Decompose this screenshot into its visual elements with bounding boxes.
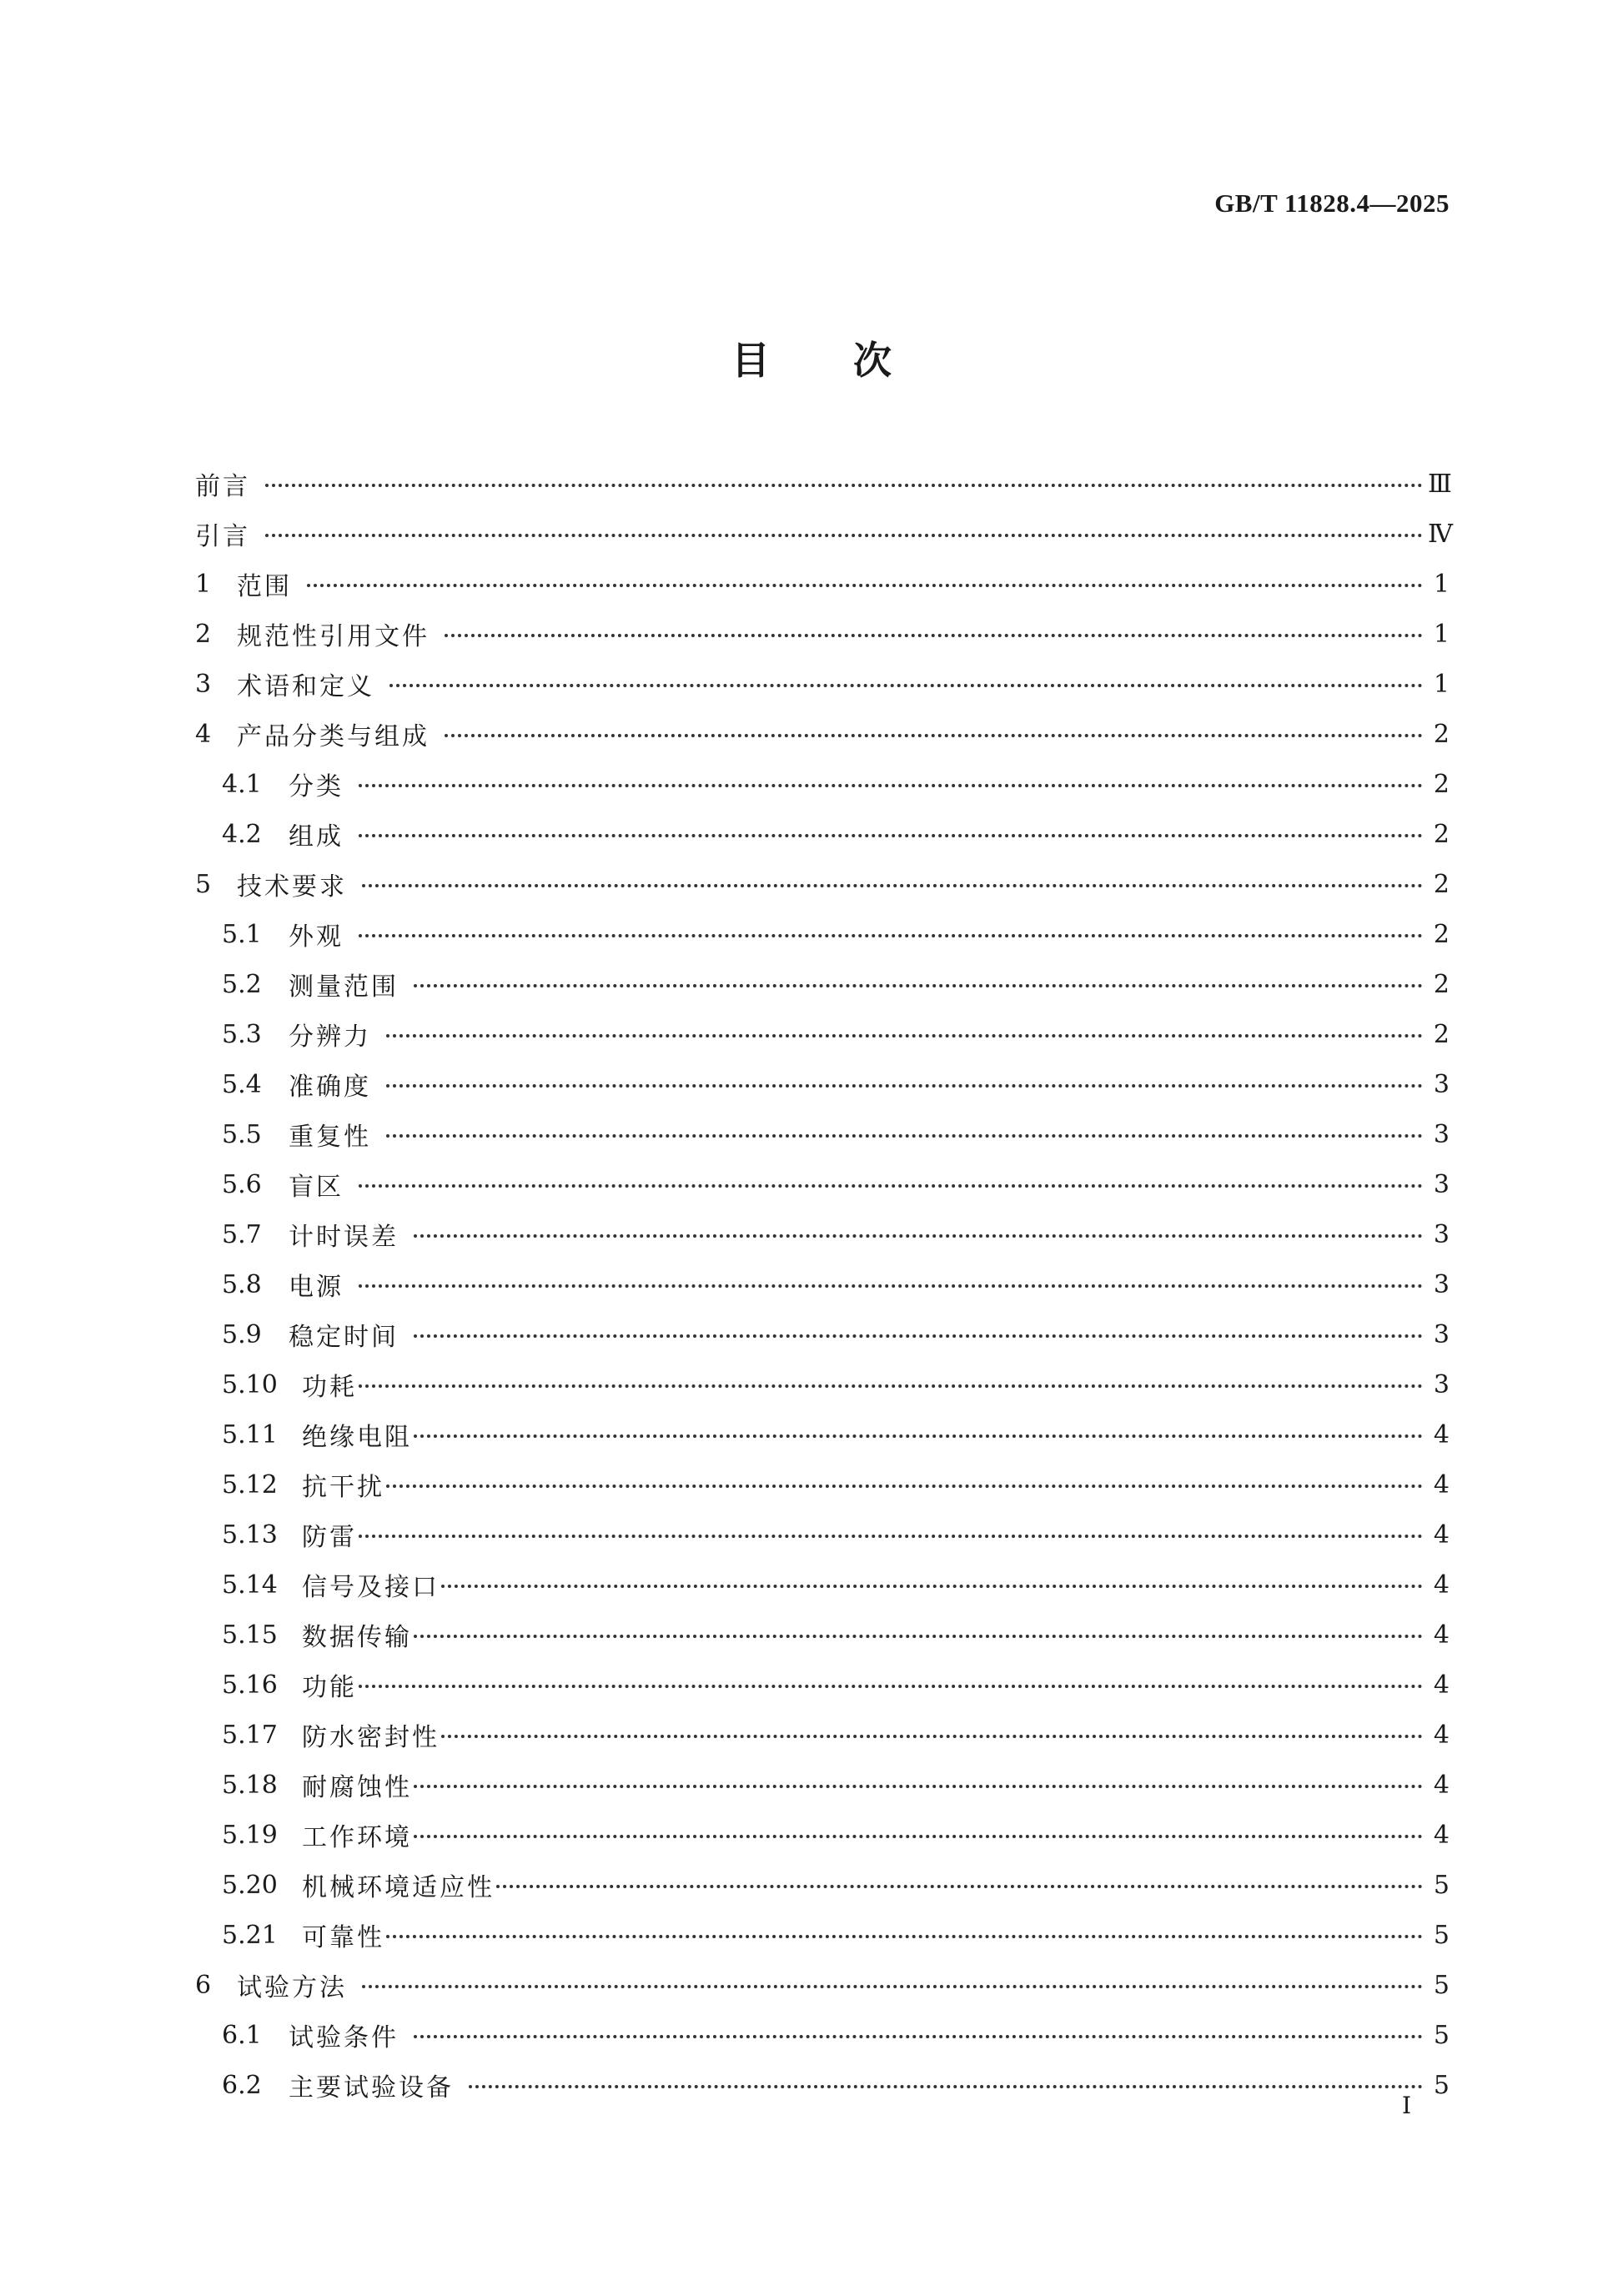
toc-entry-label: 测量范围	[289, 972, 399, 1002]
toc-entry-number: 5.17	[222, 1720, 278, 1750]
toc-entry-label: 试验方法	[237, 1973, 347, 2002]
toc-entry-label: 可靠性	[302, 1923, 384, 1952]
toc-entry-number: 5.13	[222, 1520, 278, 1550]
toc-entry-page: 5	[1433, 1970, 1450, 2000]
toc-entry-label: 试验条件	[289, 2023, 399, 2052]
toc-entry-label: 防雷	[302, 1523, 357, 1552]
toc-entry[interactable]	[195, 709, 1450, 759]
toc-entry-number: 4.1	[222, 769, 262, 799]
toc-leader-dots	[307, 571, 1428, 596]
toc-entry-label: 机械环境适应性	[302, 1873, 495, 1902]
toc-entry-number: 5.4	[222, 1069, 262, 1099]
toc-entry-label: 范围	[237, 572, 292, 601]
toc-leader-dots	[441, 1722, 1428, 1747]
toc-entry[interactable]	[195, 909, 1450, 959]
toc-entry[interactable]	[195, 1760, 1450, 1810]
toc-leader-dots	[386, 1122, 1428, 1147]
table-of-contents	[195, 459, 1453, 2110]
toc-entry-label: 前言	[195, 472, 250, 501]
toc-entry-page: 2	[1433, 919, 1450, 949]
toc-entry-label: 耐腐蚀性	[302, 1773, 412, 1802]
toc-entry[interactable]	[195, 459, 1450, 509]
toc-leader-dots	[441, 1572, 1428, 1597]
toc-leader-dots	[386, 1922, 1428, 1947]
toc-entry[interactable]	[195, 1209, 1450, 1259]
toc-entry-label: 功耗	[302, 1373, 357, 1402]
toc-entry-label: 信号及接口	[302, 1573, 440, 1602]
toc-entry-label: 功能	[302, 1673, 357, 1702]
toc-entry-page: Ⅳ	[1428, 519, 1453, 549]
page-number: Ⅰ	[1401, 2093, 1411, 2119]
toc-entry-number: 5	[195, 869, 212, 899]
toc-entry-number: 4	[195, 719, 212, 749]
toc-entry-label: 分类	[289, 772, 344, 801]
toc-leader-dots	[386, 1022, 1428, 1047]
toc-entry-page: 3	[1433, 1219, 1450, 1249]
toc-entry-number: 3	[195, 669, 212, 699]
toc-entry[interactable]	[195, 1860, 1450, 1910]
toc-leader-dots	[445, 721, 1428, 746]
toc-entry-page: 3	[1433, 1169, 1450, 1199]
toc-leader-dots	[359, 1372, 1428, 1397]
toc-leader-dots	[414, 1822, 1428, 1847]
toc-leader-dots	[389, 671, 1428, 696]
toc-entry-page: 2	[1433, 819, 1450, 849]
toc-entry-number: 5.11	[222, 1419, 278, 1449]
toc-entry[interactable]	[195, 2010, 1450, 2060]
toc-entry-label: 术语和定义	[237, 672, 374, 701]
toc-entry[interactable]	[195, 1259, 1450, 1309]
toc-leader-dots	[414, 1422, 1428, 1447]
toc-leader-dots	[265, 471, 1428, 496]
toc-entry[interactable]	[195, 509, 1453, 559]
toc-leader-dots	[359, 1172, 1428, 1197]
toc-entry-label: 引言	[195, 522, 250, 551]
toc-entry-page: 5	[1433, 1920, 1450, 1950]
toc-entry-label: 防水密封性	[302, 1723, 440, 1752]
toc-entry-page: 3	[1433, 1319, 1450, 1349]
toc-entry-number: 5.7	[222, 1219, 262, 1249]
toc-entry-page: Ⅲ	[1428, 469, 1452, 499]
toc-leader-dots	[445, 621, 1428, 646]
toc-entry-label: 外观	[289, 922, 344, 952]
toc-entry[interactable]	[195, 859, 1450, 909]
toc-leader-dots	[359, 771, 1428, 796]
toc-entry-number: 5.20	[222, 1870, 278, 1900]
toc-entry-number: 5.9	[222, 1319, 262, 1349]
toc-entry[interactable]	[195, 1109, 1450, 1159]
toc-entry-number: 6	[195, 1970, 212, 2000]
toc-entry[interactable]	[195, 1159, 1450, 1209]
toc-leader-dots	[359, 922, 1428, 947]
toc-entry[interactable]	[195, 659, 1450, 709]
toc-entry-page: 4	[1433, 1670, 1450, 1700]
toc-entry[interactable]	[195, 1510, 1450, 1560]
toc-entry[interactable]	[195, 559, 1450, 609]
toc-entry-label: 产品分类与组成	[237, 722, 430, 751]
toc-entry-page: 4	[1433, 1520, 1450, 1550]
toc-entry[interactable]	[195, 1610, 1450, 1660]
toc-entry-page: 1	[1433, 619, 1450, 649]
toc-entry-label: 规范性引用文件	[237, 622, 430, 651]
toc-leader-dots	[386, 1072, 1428, 1097]
toc-entry-number: 5.19	[222, 1820, 278, 1850]
toc-leader-dots	[362, 1972, 1428, 1997]
toc-leader-dots	[386, 1472, 1428, 1497]
toc-entry[interactable]	[195, 1660, 1450, 1710]
toc-entry-page: 3	[1433, 1369, 1450, 1399]
toc-entry-number: 5.2	[222, 969, 262, 999]
toc-entry-number: 5.3	[222, 1019, 262, 1049]
toc-entry[interactable]	[195, 1560, 1450, 1610]
toc-leader-dots	[359, 1272, 1428, 1297]
toc-entry-page: 2	[1433, 719, 1450, 749]
toc-entry-label: 抗干扰	[302, 1473, 384, 1502]
toc-entry-page: 2	[1433, 969, 1450, 999]
toc-entry-page: 3	[1433, 1269, 1450, 1299]
toc-leader-dots	[414, 1222, 1428, 1247]
document-code: GB/T 11828.4—2025	[1214, 188, 1450, 218]
toc-entry-number: 5.1	[222, 919, 262, 949]
toc-entry[interactable]	[195, 1309, 1450, 1359]
toc-entry[interactable]	[195, 1409, 1450, 1459]
toc-entry-label: 电源	[289, 1273, 344, 1302]
toc-leader-dots	[414, 1772, 1428, 1797]
toc-leader-dots	[362, 872, 1428, 897]
toc-entry[interactable]	[195, 959, 1450, 1009]
toc-entry-number: 6.2	[222, 2070, 262, 2100]
toc-entry-label: 分辨力	[289, 1022, 371, 1052]
toc-entry-page: 4	[1433, 1770, 1450, 1800]
toc-entry-number: 5.16	[222, 1670, 278, 1700]
toc-entry-number: 5.18	[222, 1770, 278, 1800]
toc-leader-dots	[496, 1872, 1428, 1897]
toc-entry-number: 1	[195, 569, 212, 599]
toc-entry-page: 5	[1433, 2020, 1450, 2050]
toc-leader-dots	[359, 1672, 1428, 1697]
toc-entry[interactable]	[195, 1710, 1450, 1760]
toc-leader-dots	[414, 1622, 1428, 1647]
toc-entry-number: 5.5	[222, 1119, 262, 1149]
toc-entry[interactable]	[195, 1960, 1450, 2010]
toc-entry-number: 5.21	[222, 1920, 278, 1950]
toc-entry-page: 4	[1433, 1570, 1450, 1600]
toc-entry-label: 准确度	[289, 1073, 371, 1102]
toc-leader-dots	[414, 1322, 1428, 1347]
toc-entry-label: 工作环境	[302, 1823, 412, 1852]
toc-entry[interactable]	[195, 609, 1450, 659]
toc-entry-page: 4	[1433, 1820, 1450, 1850]
toc-leader-dots	[359, 1522, 1428, 1547]
toc-entry-label: 重复性	[289, 1123, 371, 1152]
toc-entry-page: 4	[1433, 1720, 1450, 1750]
toc-entry[interactable]	[195, 1359, 1450, 1409]
toc-entry-label: 稳定时间	[289, 1323, 399, 1352]
toc-entry-number: 5.6	[222, 1169, 262, 1199]
toc-entry-page: 5	[1433, 2070, 1450, 2100]
toc-entry-number: 5.15	[222, 1620, 278, 1650]
toc-entry-number: 2	[195, 619, 212, 649]
toc-entry-label: 主要试验设备	[289, 2073, 454, 2103]
toc-entry-number: 5.14	[222, 1570, 278, 1600]
toc-entry-page: 1	[1433, 569, 1450, 599]
toc-entry-number: 5.10	[222, 1369, 278, 1399]
toc-entry[interactable]	[195, 1459, 1450, 1510]
toc-entry-number: 6.1	[222, 2020, 262, 2050]
toc-entry-number: 5.8	[222, 1269, 262, 1299]
page-title: 目次	[731, 338, 975, 383]
toc-entry-page: 3	[1433, 1119, 1450, 1149]
toc-entry-label: 计时误差	[289, 1223, 399, 1252]
toc-entry-page: 4	[1433, 1470, 1450, 1500]
toc-entry-label: 盲区	[289, 1173, 344, 1202]
toc-entry-label: 数据传输	[302, 1623, 412, 1652]
toc-entry-page: 4	[1433, 1419, 1450, 1449]
toc-entry[interactable]	[195, 1810, 1450, 1860]
toc-entry-number: 4.2	[222, 819, 262, 849]
toc-entry-label: 绝缘电阻	[302, 1423, 412, 1452]
toc-entry-page: 5	[1433, 1870, 1450, 1900]
toc-entry-page: 1	[1433, 669, 1450, 699]
toc-entry[interactable]	[195, 1009, 1450, 1059]
toc-entry[interactable]	[195, 2060, 1450, 2110]
toc-entry[interactable]	[195, 1059, 1450, 1109]
toc-leader-dots	[265, 521, 1428, 546]
toc-entry[interactable]	[195, 759, 1450, 809]
toc-entry[interactable]	[195, 809, 1450, 859]
toc-leader-dots	[414, 972, 1428, 997]
toc-entry-page: 2	[1433, 869, 1450, 899]
toc-entry-page: 2	[1433, 1019, 1450, 1049]
toc-entry-page: 3	[1433, 1069, 1450, 1099]
toc-entry-number: 5.12	[222, 1470, 278, 1500]
toc-leader-dots	[469, 2072, 1428, 2098]
toc-entry-page: 2	[1433, 769, 1450, 799]
toc-entry[interactable]	[195, 1910, 1450, 1960]
toc-leader-dots	[414, 2022, 1428, 2047]
toc-entry-label: 技术要求	[237, 872, 347, 902]
toc-entry-page: 4	[1433, 1620, 1450, 1650]
toc-leader-dots	[359, 821, 1428, 847]
toc-entry-label: 组成	[289, 822, 344, 852]
